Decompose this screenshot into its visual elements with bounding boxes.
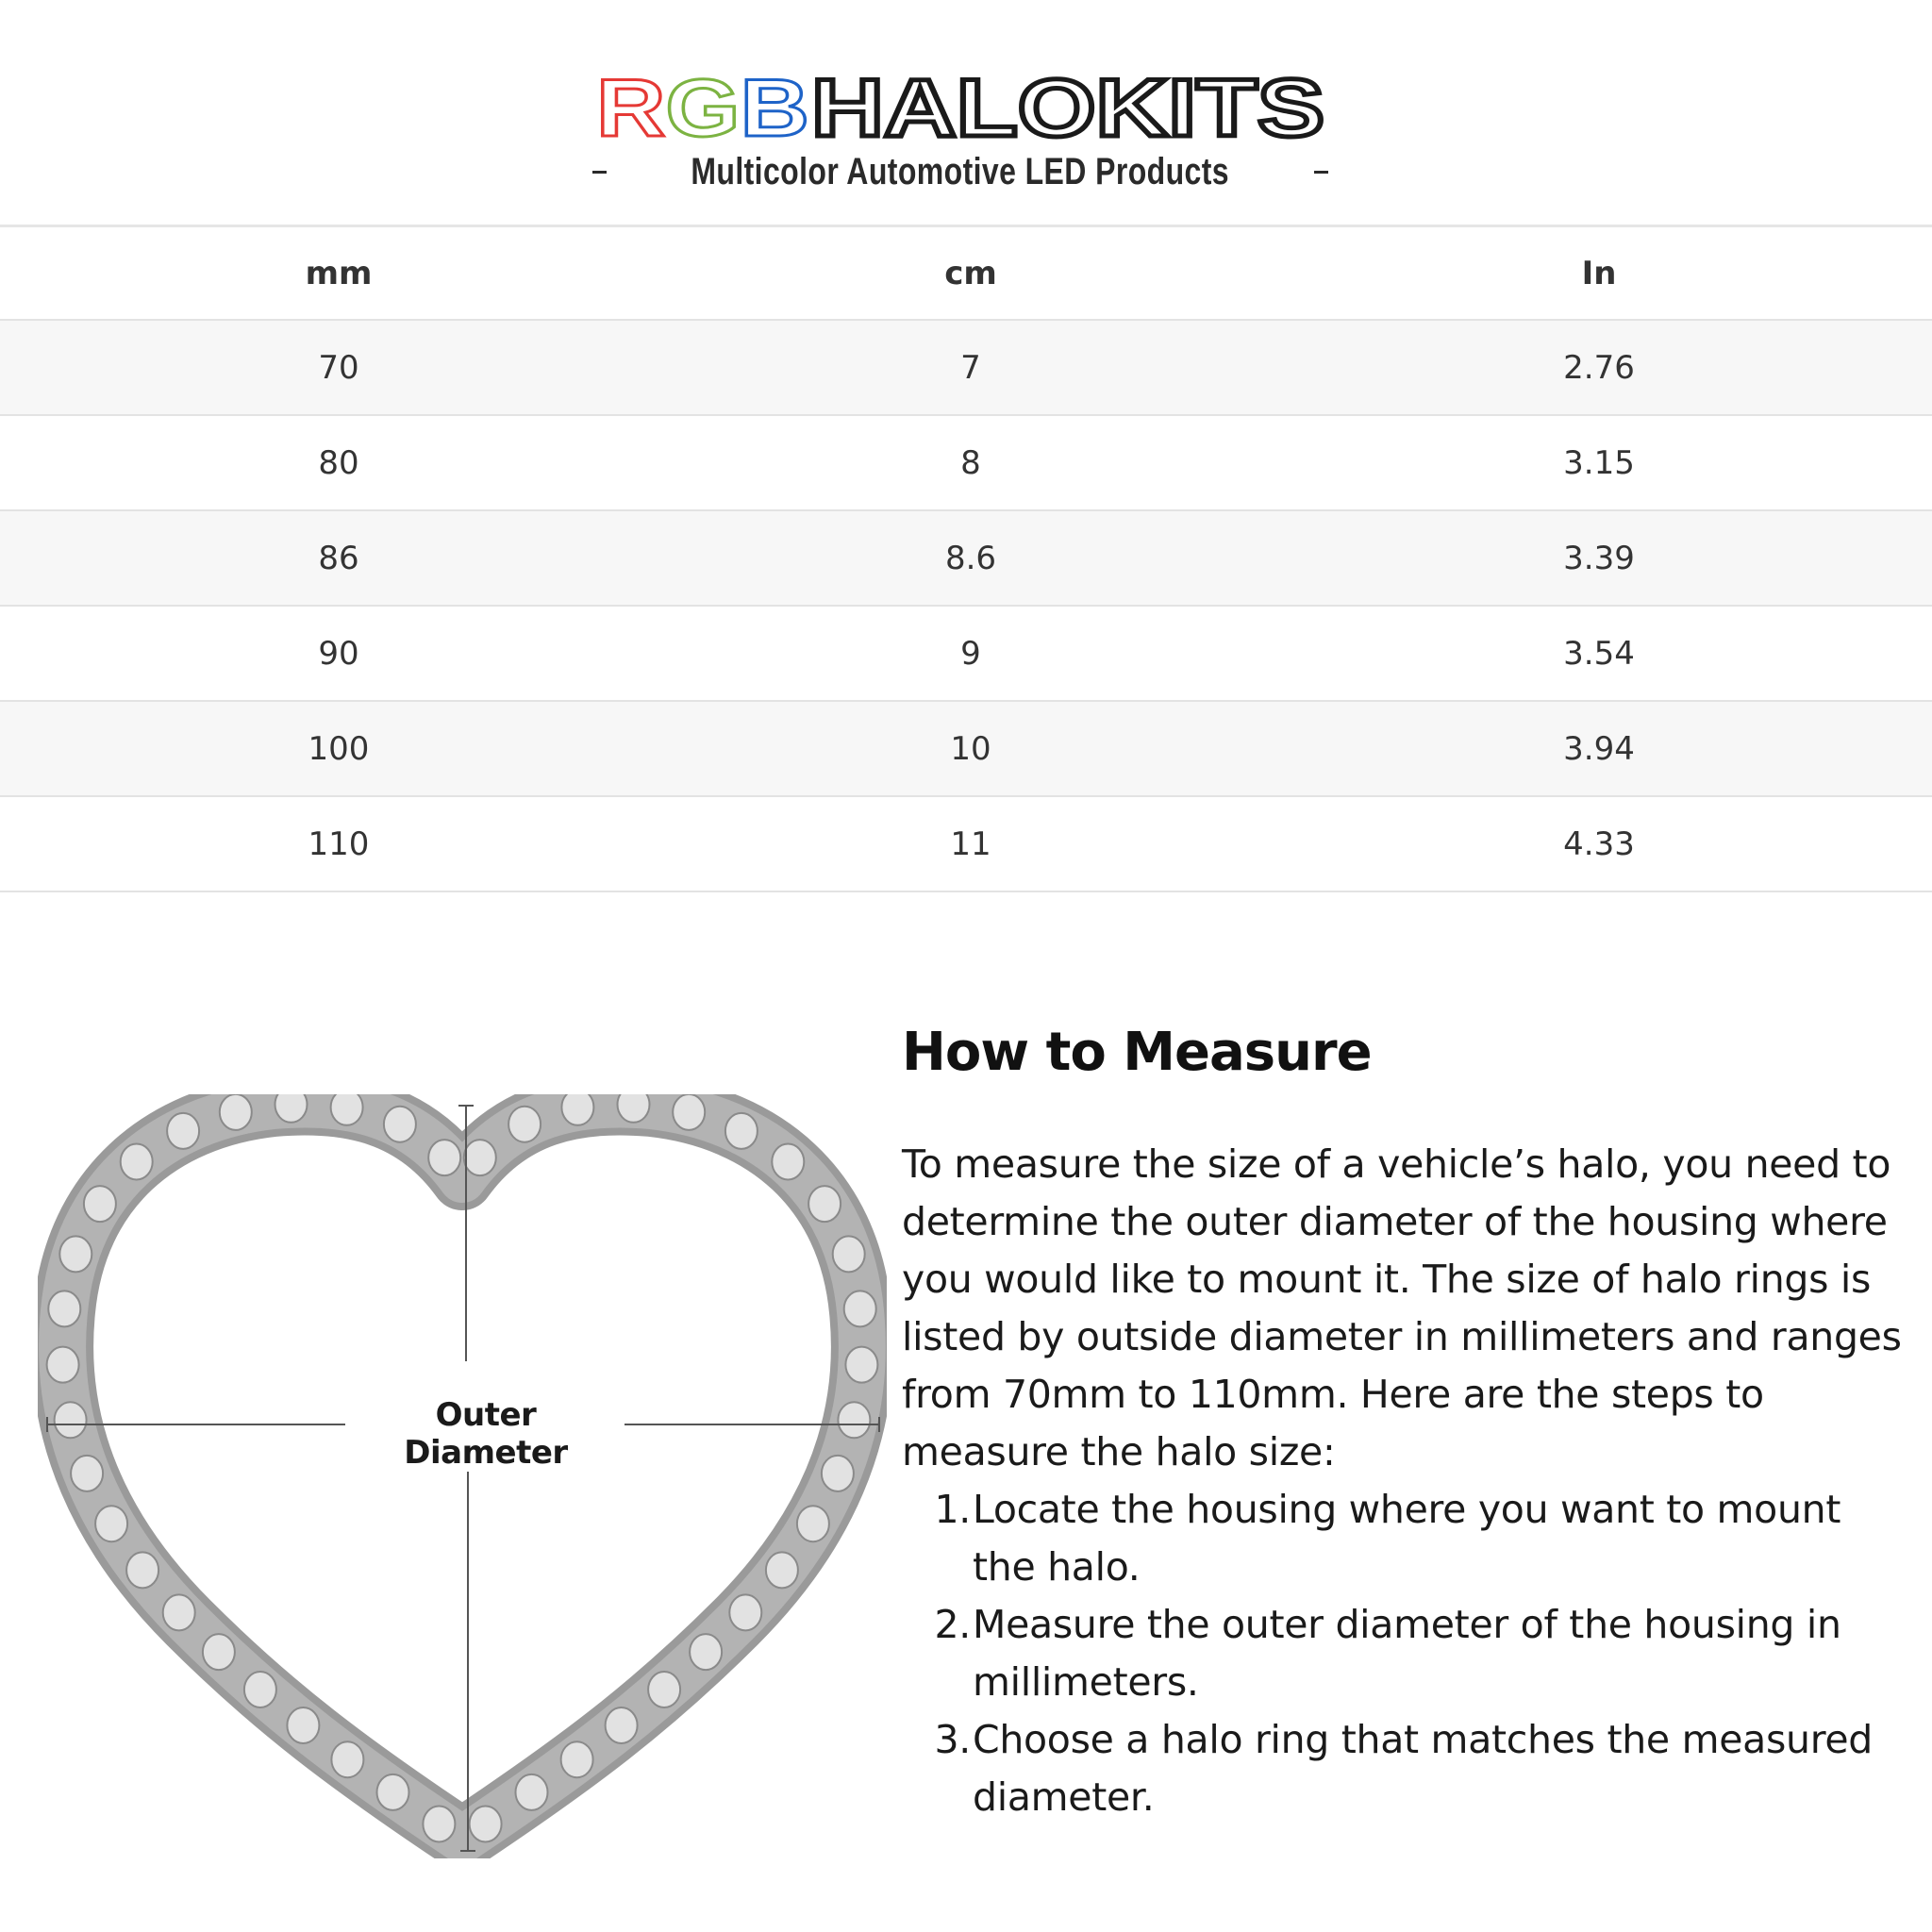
led-dot (508, 1107, 541, 1142)
led-dot (797, 1506, 829, 1541)
led-dot (470, 1807, 502, 1842)
cell-mm: 80 (318, 443, 359, 482)
heart-halo-diagram (38, 1094, 887, 1858)
led-dot (822, 1456, 854, 1491)
led-dot (845, 1347, 877, 1383)
logo-letter-r: R (596, 68, 656, 143)
led-dot (48, 1291, 80, 1326)
tagline-rule-right (1314, 171, 1328, 174)
led-dot (203, 1634, 235, 1670)
outer-diameter-label: Outer Diameter (349, 1396, 623, 1472)
cell-in: 3.15 (1563, 443, 1635, 482)
cell-in: 3.54 (1563, 634, 1635, 673)
led-dot (275, 1094, 308, 1123)
led-dot (95, 1506, 127, 1541)
step-number: 3. (934, 1717, 971, 1762)
table-row (0, 702, 1932, 797)
led-dot (729, 1594, 761, 1630)
cell-in: 2.76 (1563, 348, 1635, 387)
cell-cm: 7 (960, 348, 981, 387)
header-mm: mm (305, 254, 373, 292)
step-number: 2. (934, 1602, 971, 1647)
led-dot (833, 1236, 865, 1272)
table-row (0, 607, 1932, 702)
size-table (0, 225, 1932, 892)
list-item (902, 1596, 1902, 1711)
logo-word-halokits: HALOKITS (811, 68, 1324, 143)
logo-letter-g: G (665, 68, 729, 143)
led-dot (428, 1140, 460, 1175)
led-dot (464, 1140, 496, 1175)
step-number: 1. (934, 1487, 971, 1532)
led-dot (163, 1594, 195, 1630)
led-dot (121, 1144, 153, 1180)
cell-in: 3.39 (1563, 539, 1635, 577)
led-dot (84, 1186, 116, 1222)
led-dot (648, 1672, 680, 1707)
step-text: Measure the outer diameter of the housing in millimeters. (973, 1602, 1841, 1705)
table-row (0, 511, 1932, 607)
logo-tagline (592, 149, 1328, 194)
led-dot (377, 1774, 409, 1810)
led-dot (772, 1144, 804, 1180)
cell-cm: 8 (960, 443, 981, 482)
cell-mm: 86 (318, 539, 359, 577)
table-row (0, 321, 1932, 416)
header-cm: cm (944, 254, 997, 292)
list-item (902, 1711, 1902, 1826)
heart-ring-outline (62, 1104, 862, 1840)
led-dot (561, 1741, 593, 1777)
cell-cm: 11 (950, 824, 991, 863)
led-dot (561, 1094, 593, 1125)
led-dot (838, 1402, 870, 1438)
led-dot (331, 1741, 363, 1777)
led-dot (71, 1456, 103, 1491)
led-dot (766, 1552, 798, 1588)
header-in: In (1581, 254, 1617, 292)
logo-wordmark (592, 68, 1328, 143)
how-to-measure-section (902, 1019, 1902, 1826)
cell-cm: 9 (960, 634, 981, 673)
step-text: Choose a halo ring that matches the measured diameter. (973, 1717, 1874, 1820)
list-item (902, 1481, 1902, 1596)
tagline-text: Multicolor Automotive LED Products (691, 150, 1230, 192)
led-dot (618, 1094, 650, 1123)
cell-in: 3.94 (1563, 729, 1635, 768)
cell-mm: 110 (308, 824, 370, 863)
led-dot (126, 1552, 158, 1588)
led-dot (287, 1707, 319, 1743)
heart-halo-ring (62, 1104, 862, 1840)
table-header-row (0, 225, 1932, 321)
steps-list (902, 1481, 1902, 1826)
table-row (0, 797, 1932, 892)
cell-in: 4.33 (1563, 824, 1635, 863)
led-dot (220, 1094, 252, 1130)
tagline-rule-left (592, 171, 607, 174)
heart-ring-inner-band (62, 1104, 862, 1840)
led-dot (167, 1113, 199, 1149)
led-dot (844, 1291, 876, 1326)
table-row (0, 416, 1932, 511)
intro-paragraph: To measure the size of a vehicle’s halo, you need to determine the outer diameter of the housing where you would like to mount it. The size of halo rings is listed by outside diameter in millimeters and ranges from 70mm to 110mm. Here are the steps to measure the halo size: (902, 1141, 1902, 1474)
cell-cm: 8.6 (944, 539, 997, 577)
led-dot (55, 1402, 87, 1438)
cell-mm: 70 (318, 348, 359, 387)
led-dot (59, 1236, 92, 1272)
led-dot (423, 1807, 455, 1842)
logo-letter-b: B (740, 68, 799, 143)
cell-mm: 100 (308, 729, 370, 768)
led-dot (673, 1094, 705, 1130)
led-dot (384, 1107, 416, 1142)
cell-cm: 10 (950, 729, 991, 768)
cell-mm: 90 (318, 634, 359, 673)
led-dot (690, 1634, 722, 1670)
led-dot (47, 1347, 79, 1383)
brand-logo (592, 68, 1328, 194)
step-text: Locate the housing where you want to mount the halo. (973, 1487, 1841, 1590)
led-dot (725, 1113, 758, 1149)
led-dot (244, 1672, 276, 1707)
led-dot (808, 1186, 841, 1222)
led-dot (606, 1707, 638, 1743)
led-dot (331, 1094, 363, 1125)
led-dot (516, 1774, 548, 1810)
section-title: How to Measure (902, 1022, 1372, 1083)
